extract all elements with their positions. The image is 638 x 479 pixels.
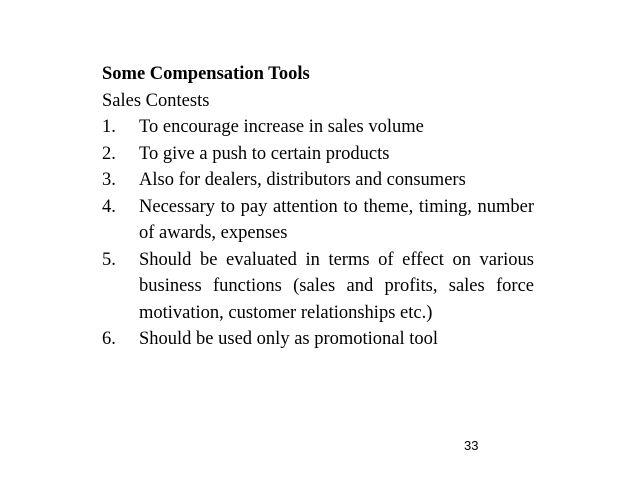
list-item	[102, 326, 534, 353]
list-item-number: 6.	[102, 329, 116, 349]
list-item-number: 1.	[102, 117, 116, 137]
list-item-number: 4.	[102, 196, 116, 217]
list-item	[102, 114, 534, 141]
list-item	[102, 247, 534, 327]
list-item-text: To encourage increase in sales volume	[139, 117, 424, 137]
list-item-text: Necessary to pay attention to theme, timing, number of awards, expenses	[139, 196, 534, 243]
section-heading: Some Compensation Tools	[102, 64, 310, 84]
page-number: 33	[464, 438, 479, 453]
list-item-number: 2.	[102, 143, 116, 164]
list-item-number: 5.	[102, 249, 116, 270]
list-item	[102, 141, 534, 168]
list-item-text: Should be evaluated in terms of effect on various business functions (sales and profits, sales force motivation, customer relationships etc.)	[139, 249, 534, 323]
list-item-text: To give a push to certain products	[139, 143, 390, 164]
list-item-text: Also for dealers, distributors and consumers	[139, 170, 466, 190]
list-item-text: Should be used only as promotional tool	[139, 329, 439, 349]
numbered-list	[102, 114, 534, 353]
list-item-number: 3.	[102, 170, 116, 190]
list-item	[102, 167, 534, 194]
document-body	[102, 61, 534, 353]
section-subheading: Sales Contests	[102, 90, 210, 111]
list-item	[102, 194, 534, 247]
